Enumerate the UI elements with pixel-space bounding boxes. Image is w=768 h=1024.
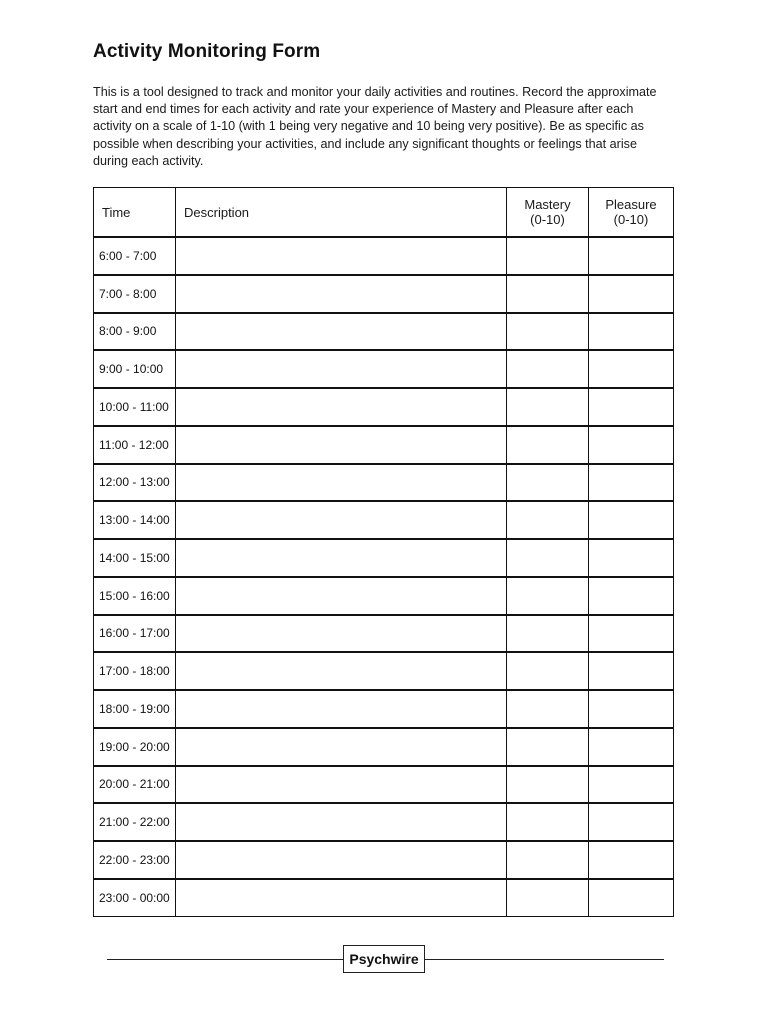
pleasure-cell[interactable] (589, 464, 674, 502)
description-cell[interactable] (176, 577, 507, 615)
description-cell[interactable] (176, 464, 507, 502)
table-row (94, 879, 674, 916)
table-row (94, 841, 674, 879)
time-slot-cell: 21:00 - 22:00 (94, 803, 176, 841)
description-cell[interactable] (176, 388, 507, 426)
table-row (94, 652, 674, 690)
table-row (94, 313, 674, 351)
mastery-cell[interactable] (507, 426, 589, 464)
table-row (94, 577, 674, 615)
description-column-header: Description (176, 188, 507, 238)
time-slot-cell: 7:00 - 8:00 (94, 275, 176, 313)
mastery-cell[interactable] (507, 803, 589, 841)
pleasure-column-header (589, 188, 674, 238)
time-slot-cell: 10:00 - 11:00 (94, 388, 176, 426)
time-slot-cell: 17:00 - 18:00 (94, 652, 176, 690)
mastery-cell[interactable] (507, 652, 589, 690)
mastery-header-label: Mastery (524, 197, 571, 212)
pleasure-cell[interactable] (589, 388, 674, 426)
description-cell[interactable] (176, 766, 507, 804)
pleasure-cell[interactable] (589, 577, 674, 615)
table-row (94, 501, 674, 539)
time-slot-cell: 9:00 - 10:00 (94, 350, 176, 388)
time-slot-cell: 23:00 - 00:00 (94, 879, 176, 916)
description-cell[interactable] (176, 539, 507, 577)
time-slot-cell: 15:00 - 16:00 (94, 577, 176, 615)
description-cell[interactable] (176, 501, 507, 539)
mastery-cell[interactable] (507, 350, 589, 388)
table-row (94, 803, 674, 841)
pleasure-cell[interactable] (589, 766, 674, 804)
description-cell[interactable] (176, 313, 507, 351)
description-cell[interactable] (176, 237, 507, 275)
pleasure-cell[interactable] (589, 652, 674, 690)
pleasure-cell[interactable] (589, 690, 674, 728)
time-slot-cell: 20:00 - 21:00 (94, 766, 176, 804)
activity-table (93, 187, 674, 917)
page-title: Activity Monitoring Form (93, 41, 321, 62)
time-slot-cell: 13:00 - 14:00 (94, 501, 176, 539)
table-header-row (94, 188, 674, 238)
table-row (94, 690, 674, 728)
mastery-cell[interactable] (507, 766, 589, 804)
mastery-cell[interactable] (507, 313, 589, 351)
description-cell[interactable] (176, 803, 507, 841)
mastery-cell[interactable] (507, 841, 589, 879)
pleasure-cell[interactable] (589, 728, 674, 766)
mastery-cell[interactable] (507, 388, 589, 426)
pleasure-cell[interactable] (589, 615, 674, 653)
description-cell[interactable] (176, 690, 507, 728)
table-row (94, 615, 674, 653)
table-row (94, 275, 674, 313)
time-slot-cell: 12:00 - 13:00 (94, 464, 176, 502)
mastery-cell[interactable] (507, 275, 589, 313)
table-row (94, 388, 674, 426)
pleasure-cell[interactable] (589, 313, 674, 351)
table-row (94, 426, 674, 464)
time-slot-cell: 11:00 - 12:00 (94, 426, 176, 464)
time-slot-cell: 22:00 - 23:00 (94, 841, 176, 879)
description-cell[interactable] (176, 879, 507, 916)
mastery-cell[interactable] (507, 615, 589, 653)
table-row (94, 464, 674, 502)
table-row (94, 350, 674, 388)
pleasure-header-label: Pleasure (605, 197, 657, 212)
pleasure-cell[interactable] (589, 426, 674, 464)
pleasure-cell[interactable] (589, 275, 674, 313)
mastery-cell[interactable] (507, 728, 589, 766)
logo-text: Psychwire (349, 951, 419, 967)
table-row (94, 539, 674, 577)
pleasure-cell[interactable] (589, 501, 674, 539)
pleasure-cell[interactable] (589, 539, 674, 577)
intro-paragraph: This is a tool designed to track and monitor your daily activities and routines. Record the approximate start and end times for each activity and rate your experience of Mastery and Pleasure after each activity on a scale of 1-10 (with 1 being very negative and 10 being very positive). Be as specific as possible when describing your activities, and include any significant thoughts or feelings that arise during each activity. (93, 85, 657, 168)
psychwire-logo (343, 945, 425, 973)
table-row (94, 237, 674, 275)
mastery-cell[interactable] (507, 464, 589, 502)
pleasure-header-scale: (0-10) (613, 212, 649, 227)
description-cell[interactable] (176, 841, 507, 879)
table-row (94, 728, 674, 766)
mastery-cell[interactable] (507, 577, 589, 615)
time-slot-cell: 6:00 - 7:00 (94, 237, 176, 275)
mastery-column-header (507, 188, 589, 238)
description-cell[interactable] (176, 728, 507, 766)
time-slot-cell: 8:00 - 9:00 (94, 313, 176, 351)
time-slot-cell: 16:00 - 17:00 (94, 615, 176, 653)
table-row (94, 766, 674, 804)
description-cell[interactable] (176, 652, 507, 690)
pleasure-cell[interactable] (589, 350, 674, 388)
time-slot-cell: 18:00 - 19:00 (94, 690, 176, 728)
time-slot-cell: 14:00 - 15:00 (94, 539, 176, 577)
description-cell[interactable] (176, 615, 507, 653)
mastery-cell[interactable] (507, 539, 589, 577)
description-cell[interactable] (176, 426, 507, 464)
mastery-cell[interactable] (507, 879, 589, 916)
pleasure-cell[interactable] (589, 237, 674, 275)
time-column-header: Time (94, 188, 176, 238)
time-slot-cell: 19:00 - 20:00 (94, 728, 176, 766)
mastery-header-scale: (0-10) (530, 212, 565, 227)
description-cell[interactable] (176, 275, 507, 313)
mastery-cell[interactable] (507, 690, 589, 728)
pleasure-cell[interactable] (589, 879, 674, 916)
description-cell[interactable] (176, 350, 507, 388)
mastery-cell[interactable] (507, 501, 589, 539)
mastery-cell[interactable] (507, 237, 589, 275)
pleasure-cell[interactable] (589, 841, 674, 879)
pleasure-cell[interactable] (589, 803, 674, 841)
